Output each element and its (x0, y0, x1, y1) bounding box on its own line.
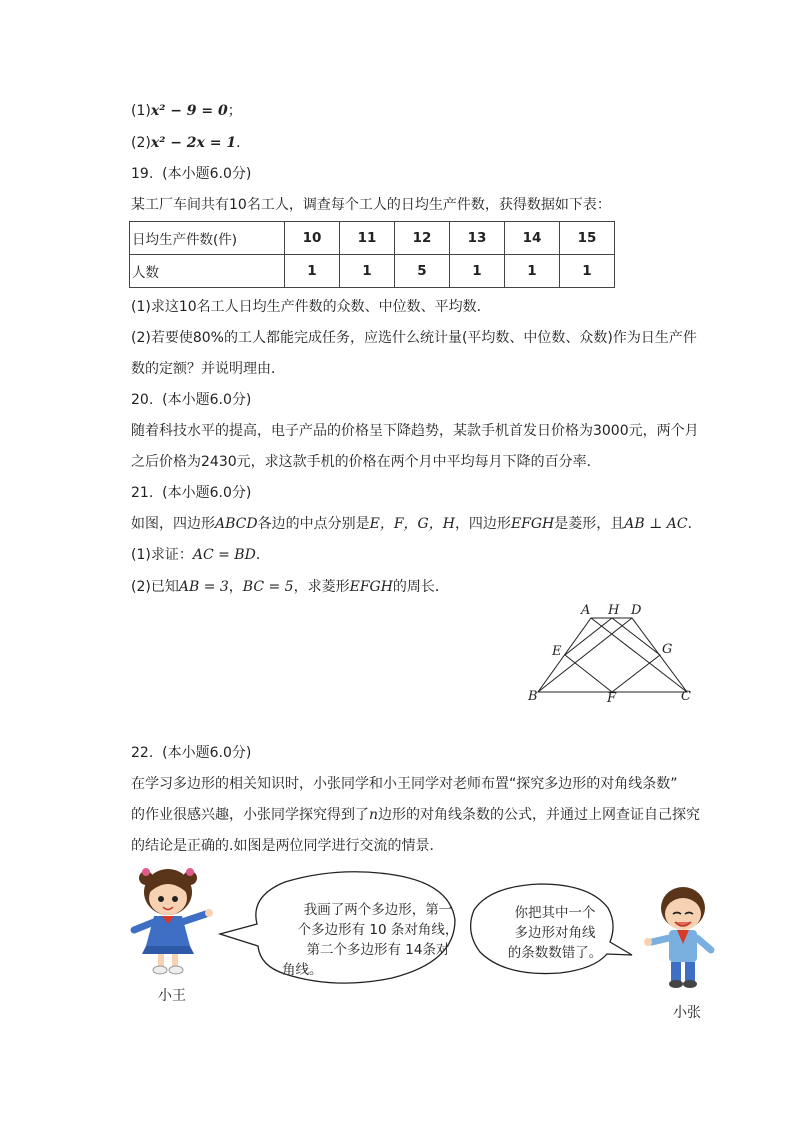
q22-heading: 22. (本小题6.0分) (131, 745, 252, 761)
bubble-wang-text: 我画了两个多边形，第一 个多边形有 10 条对角线， 第二个多边形有 14条对 角线。 (282, 902, 459, 978)
table-cell: 13 (450, 222, 505, 255)
rhombus-efgh (565, 618, 660, 692)
q19-part2-line2: 数的定额？并说明理由． (131, 361, 285, 377)
q21-heading: 21. (本小题6.0分) (131, 485, 252, 501)
q18-part1: (1)x² − 9 = 0； (131, 103, 242, 119)
q19-heading: 19. (本小题6.0分) (131, 166, 252, 182)
label-a: A (581, 603, 591, 618)
label-f: F (607, 691, 617, 706)
label-h: H (608, 603, 620, 618)
q18-part2: (2)x² − 2x = 1． (131, 135, 251, 151)
table-cell: 15 (560, 222, 615, 255)
table-row-header: 人数 (130, 255, 285, 288)
table-cell: 1 (285, 255, 340, 288)
table-cell: 1 (340, 255, 395, 288)
table-row-header: 日均生产件数(件) (130, 222, 285, 255)
label-b: B (528, 689, 538, 704)
name-label-zhang: 小张 (673, 1005, 701, 1021)
q22-line2: 的作业很感兴趣，小张同学探究得到了n边形的对角线条数的公式，并通过上网查证自己探究 (131, 807, 701, 823)
table-cell: 12 (395, 222, 450, 255)
table-cell: 11 (340, 222, 395, 255)
name-label-wang: 小王 (158, 988, 186, 1004)
q20-heading: 20. (本小题6.0分) (131, 392, 252, 408)
q19-part1: (1)求这10名工人日均生产件数的众数、中位数、平均数． (131, 299, 491, 315)
bubble-zhang-text: 你把其中一个 多边形对角线 的条数数错了。 (507, 905, 603, 961)
table-cell: 14 (505, 222, 560, 255)
boy-zhang-illustration (644, 887, 711, 988)
label-g: G (662, 642, 673, 657)
label-c: C (681, 689, 691, 704)
q22-line1: 在学习多边形的相关知识时，小张同学和小王同学对老师布置“探究多边形的对角线条数” (131, 776, 678, 792)
table-cell: 10 (285, 222, 340, 255)
table-row (130, 255, 615, 288)
q22-line3: 的结论是正确的.如图是两位同学进行交流的情景． (131, 838, 444, 854)
quadrilateral-figure (520, 596, 710, 708)
label-e: E (552, 644, 562, 659)
q19-part2-line1: (2)若要使80%的工人都能完成任务，应选什么统计量(平均数、中位数、众数)作为日生产件 (131, 330, 697, 346)
table-row (130, 222, 615, 255)
table-cell: 1 (450, 255, 505, 288)
q19-intro: 某工厂车间共有10名工人，调查每个工人的日均生产件数，获得数据如下表： (131, 197, 611, 213)
q20-line2: 之后价格为2430元，求这款手机的价格在两个月中平均每月下降的百分率． (131, 454, 601, 470)
diagonal-ac (591, 618, 687, 692)
q21-part2: (2)已知AB = 3，BC = 5，求菱形EFGH的周长． (131, 579, 449, 595)
label-d: D (631, 603, 642, 618)
q19-data-table (129, 221, 615, 288)
table-cell: 1 (505, 255, 560, 288)
girl-wang-illustration (134, 868, 213, 974)
q21-intro: 如图，四边形ABCD各边的中点分别是E，F，G，H，四边形EFGH是菱形，且AB ⊥ AC． (131, 516, 702, 532)
q20-line1: 随着科技水平的提高，电子产品的价格呈下降趋势，某款手机首发日价格为3000元，两个月 (131, 423, 699, 439)
q21-part1: (1)求证：AC = BD． (131, 547, 270, 563)
table-cell: 5 (395, 255, 450, 288)
table-cell: 1 (560, 255, 615, 288)
